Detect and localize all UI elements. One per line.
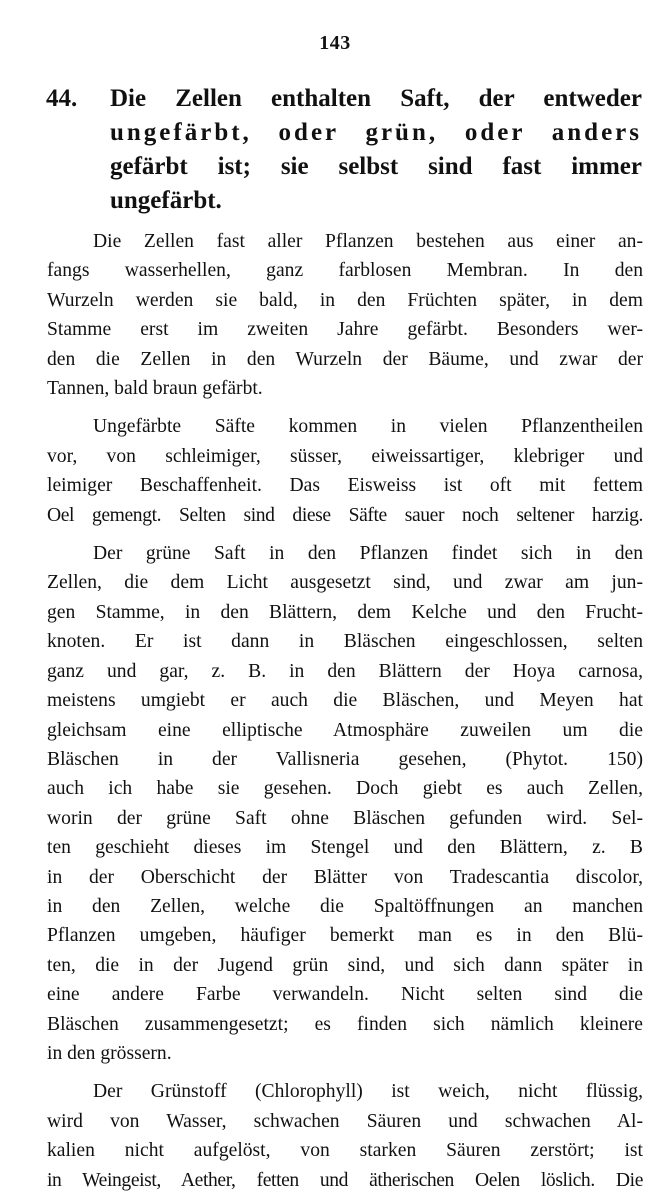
heading-line: Die Zellen enthalten Saft, der entweder [110, 85, 642, 112]
heading-line: ungefärbt, oder grün, oder anders [110, 119, 642, 146]
paragraph [47, 227, 643, 403]
text-line: in Weingeist, Aether, fetten und ätherischen Oelen löslich. Die [47, 1169, 643, 1191]
text-line: ten, die in der Jugend grün sind, und sich dann später in [47, 954, 643, 976]
text-line: in den Zellen, welche die Spaltöffnungen an manchen [47, 895, 643, 917]
text-line: Oel gemengt. Selten sind diese Säfte sauer noch seltener harzig. [47, 504, 643, 526]
text-line: Bläschen zusammengesetzt; es finden sich nämlich kleinere [47, 1013, 643, 1035]
text-line: den die Zellen in den Wurzeln der Bäume, und zwar der [47, 348, 643, 370]
text-line: kalien nicht aufgelöst, von starken Säuren zerstört; ist [47, 1140, 643, 1162]
section-heading [46, 82, 642, 218]
text-line: Stamme erst im zweiten Jahre gefärbt. Besonders wer- [47, 319, 643, 341]
text-line: Zellen, die dem Licht ausgesetzt sind, und zwar am jun- [47, 572, 643, 594]
text-line: Der grüne Saft in den Pflanzen findet sich in den [93, 543, 643, 565]
text-line: auch ich habe sie gesehen. Doch giebt es auch Zellen, [47, 778, 643, 800]
heading-line: ungefärbt. [110, 187, 222, 214]
text-line: ganz und gar, z. B. in den Blättern der Hoya carnosa, [47, 660, 643, 682]
text-line: eine andere Farbe verwandeln. Nicht selten sind die [47, 984, 643, 1006]
text-line: wird von Wasser, schwachen Säuren und schwachen Al- [47, 1110, 643, 1132]
page-number: 143 [319, 32, 351, 54]
paragraph [47, 539, 643, 1068]
body-text [47, 227, 643, 1204]
text-line: worin der grüne Saft ohne Bläschen gefunden wird. Sel- [47, 807, 643, 829]
text-line: Der Grünstoff (Chlorophyll) ist weich, nicht flüssig, [93, 1081, 643, 1103]
section-number: 44. [46, 85, 78, 112]
heading-line: gefärbt ist; sie selbst sind fast immer [110, 153, 642, 180]
text-line: ten geschieht dieses im Stengel und den Blättern, z. B [47, 837, 643, 859]
text-line: Tannen, bald braun gefärbt. [47, 378, 263, 400]
text-line: gen Stamme, in den Blättern, dem Kelche und den Frucht- [47, 601, 643, 623]
text-line: meistens umgiebt er auch die Bläschen, und Meyen hat [47, 690, 643, 712]
text-line: Die Zellen fast aller Pflanzen bestehen aus einer an- [93, 231, 643, 252]
text-line: leimiger Beschaffenheit. Das Eisweiss ist oft mit fettem [47, 475, 643, 497]
paragraph [47, 1077, 643, 1195]
text-line: in den grössern. [47, 1042, 172, 1064]
text-line: Pflanzen umgeben, häufiger bemerkt man es in den Blü- [47, 925, 643, 947]
text-line: Bläschen in der Vallisneria gesehen, (Phytot. 150) [47, 748, 643, 770]
text-line: Ungefärbte Säfte kommen in vielen Pflanzentheilen [93, 416, 643, 438]
text-line: gleichsam eine elliptische Atmosphäre zuweilen um die [47, 719, 643, 741]
text-line: Wurzeln werden sie bald, in den Früchten später, in dem [47, 289, 643, 311]
text-line: in der Oberschicht der Blätter von Tradescantia discolor, [47, 866, 643, 888]
paragraph [47, 412, 643, 530]
text-line: knoten. Er ist dann in Bläschen eingeschlossen, selten [47, 631, 643, 653]
text-line: fangs wasserhellen, ganz farblosen Membran. In den [47, 260, 643, 282]
text-line: vor, von schleimiger, süsser, eiweissartiger, klebriger und [47, 445, 643, 467]
